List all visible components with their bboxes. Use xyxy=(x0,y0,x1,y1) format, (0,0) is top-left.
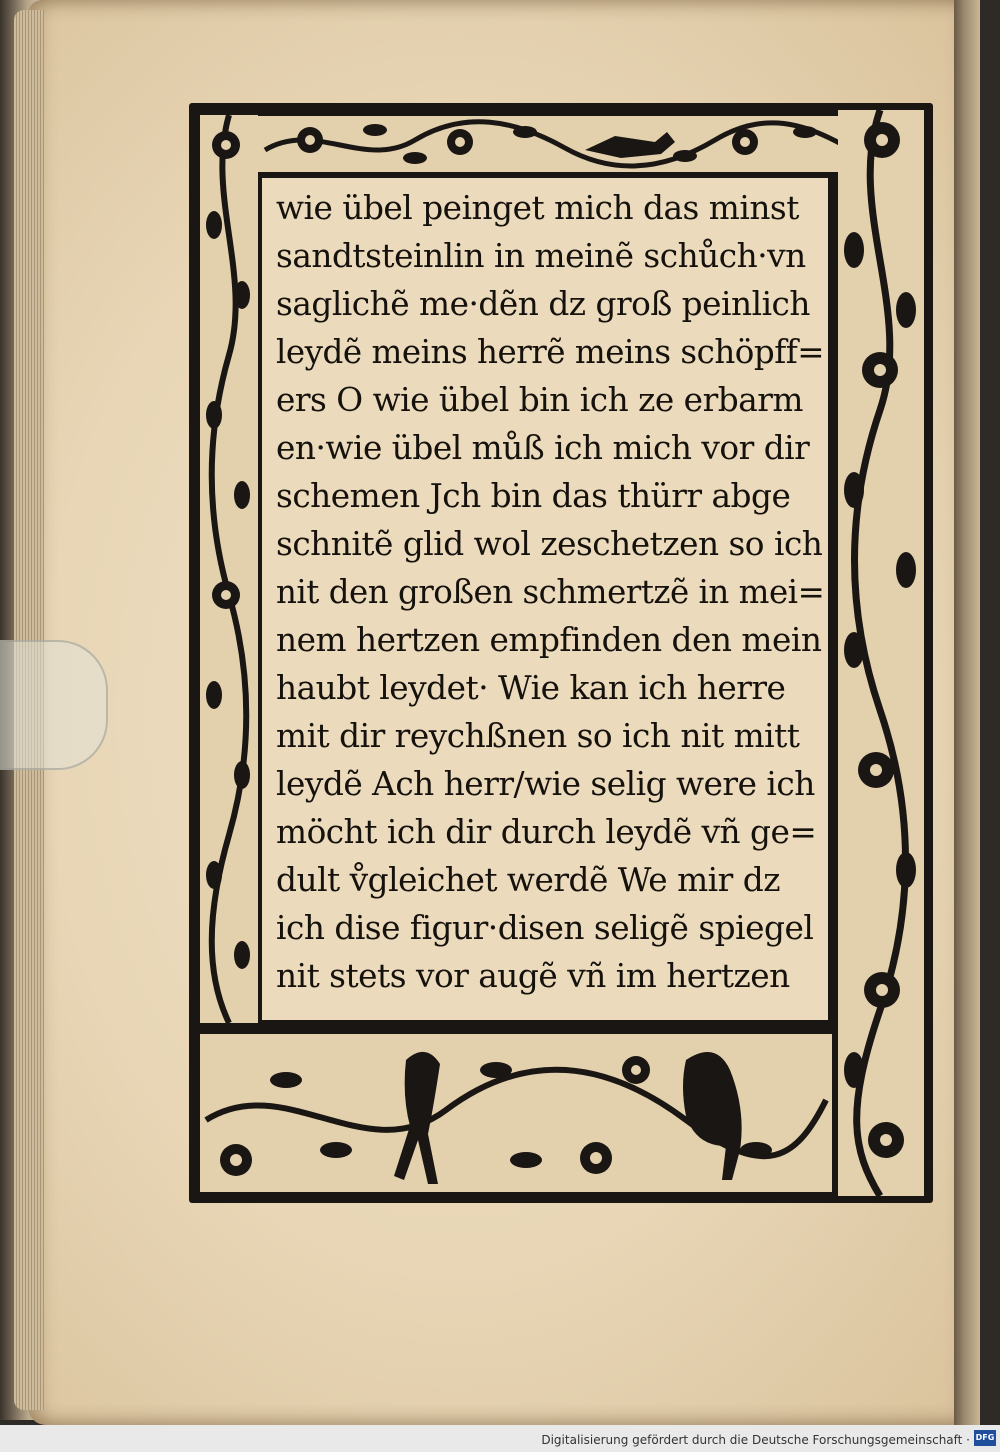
text-line: saglichẽ me·dẽn dz groß peinlich xyxy=(276,284,811,323)
page-clip-marker xyxy=(0,640,108,770)
text-line: leydẽ meins herrẽ meins schöpff= xyxy=(276,332,825,371)
dfg-logo: DFG xyxy=(974,1430,996,1446)
footer-credit: Digitalisierung gefördert durch die Deutsche Forschungsgemeinschaft · xyxy=(541,1433,970,1447)
text-line: wie übel peinget mich das minst xyxy=(276,188,799,227)
text-line: mit dir reychßnen so ich nit mitt xyxy=(276,716,800,755)
top-vine-ornament xyxy=(255,110,855,176)
page-gutter xyxy=(954,0,980,1425)
text-line: sandtsteinlin in meinẽ schůch·vn xyxy=(276,236,806,275)
text-line: dult v̊gleichet werdẽ We mir dz xyxy=(276,860,780,899)
text-block xyxy=(262,178,828,1020)
text-line: en·wie übel můß ich mich vor dir xyxy=(276,428,810,467)
text-line: nit den großen schmertzẽ in mei= xyxy=(276,572,825,611)
bottom-vine-ornament xyxy=(196,1030,836,1196)
text-line: schnitẽ glid wol zeschetzen so ich xyxy=(276,524,823,563)
text-line: nem hertzen empfinden den mein xyxy=(276,620,822,659)
text-line: nit stets vor augẽ vñ im hertzen xyxy=(276,956,790,995)
left-vine-ornament xyxy=(196,115,262,1025)
text-line: möcht ich dir durch leydẽ vñ ge= xyxy=(276,812,817,851)
text-line: ich dise figur·disen seligẽ spiegel xyxy=(276,908,814,947)
text-line: ers O wie übel bin ich ze erbarm xyxy=(276,380,803,419)
text-line: leydẽ Ach herr/wie selig were ich xyxy=(276,764,815,803)
right-vine-ornament xyxy=(832,110,928,1200)
text-line: schemen Jch bin das thürr abge xyxy=(276,476,791,515)
text-line: haubt leydet· Wie kan ich herre xyxy=(276,668,786,707)
